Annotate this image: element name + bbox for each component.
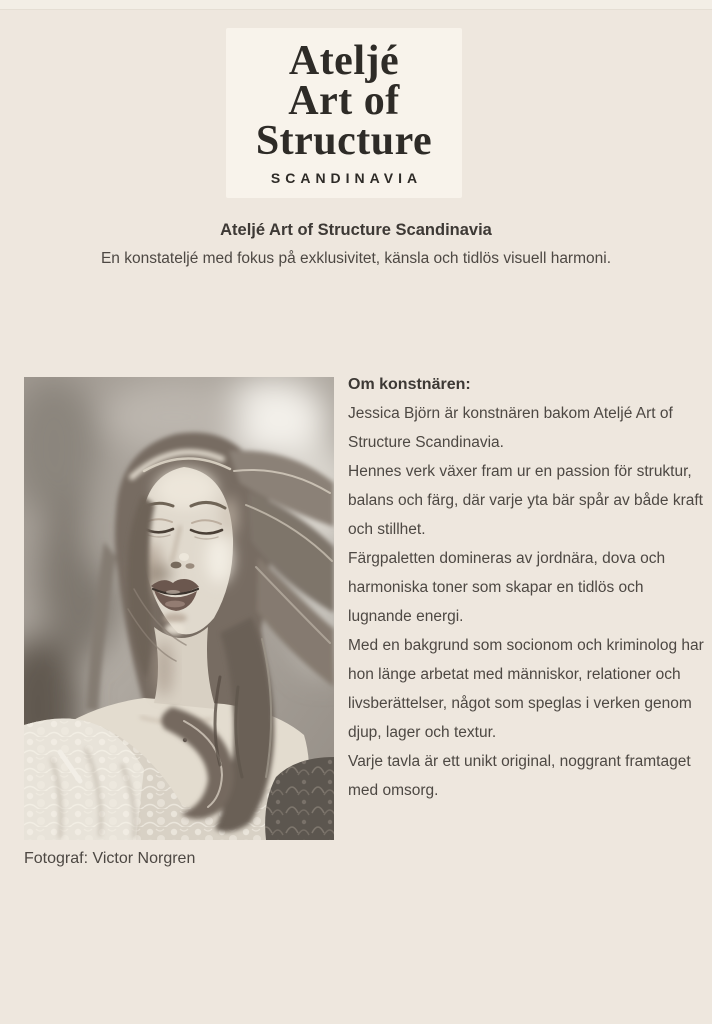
about-artist-section	[348, 370, 708, 805]
about-paragraph: Varje tavla är ett unikt original, noggrant framtaget med omsorg.	[348, 753, 691, 799]
logo-line-2: Art of	[288, 77, 400, 124]
page-title: Ateljé Art of Structure Scandinavia	[220, 221, 492, 239]
about-paragraph: Med en bakgrund som socionom och kriminolog har hon länge arbetat med människor, relationer och livsberättelser, något som speglas i verken genom djup, lager och textur.	[348, 637, 704, 741]
photo-credit: Fotograf: Victor Norgren	[24, 850, 196, 867]
logo-subtext: SCANDINAVIA	[270, 169, 423, 186]
logo-line-3: Structure	[255, 117, 433, 164]
logo-line-1: Ateljé	[288, 37, 400, 84]
portrait-photo-image	[24, 377, 334, 840]
about-title: Om konstnären:	[348, 376, 471, 393]
page-subtitle: En konstateljé med fokus på exklusivitet, känsla och tidlös visuell harmoni.	[100, 250, 612, 267]
portrait-photo	[24, 377, 334, 840]
intro-section	[0, 221, 712, 268]
about-paragraph: Färgpaletten domineras av jordnära, dova och harmoniska toner som skapar en tidlös och lugnande energi.	[348, 550, 666, 625]
about-paragraph: Hennes verk växer fram ur en passion för struktur, balans och färg, där varje yta bär spår av både kraft och stillhet.	[348, 463, 703, 538]
brand-logo	[226, 28, 462, 198]
top-strip	[0, 0, 712, 10]
about-paragraph: Jessica Björn är konstnären bakom Ateljé Art of Structure Scandinavia.	[348, 405, 673, 451]
